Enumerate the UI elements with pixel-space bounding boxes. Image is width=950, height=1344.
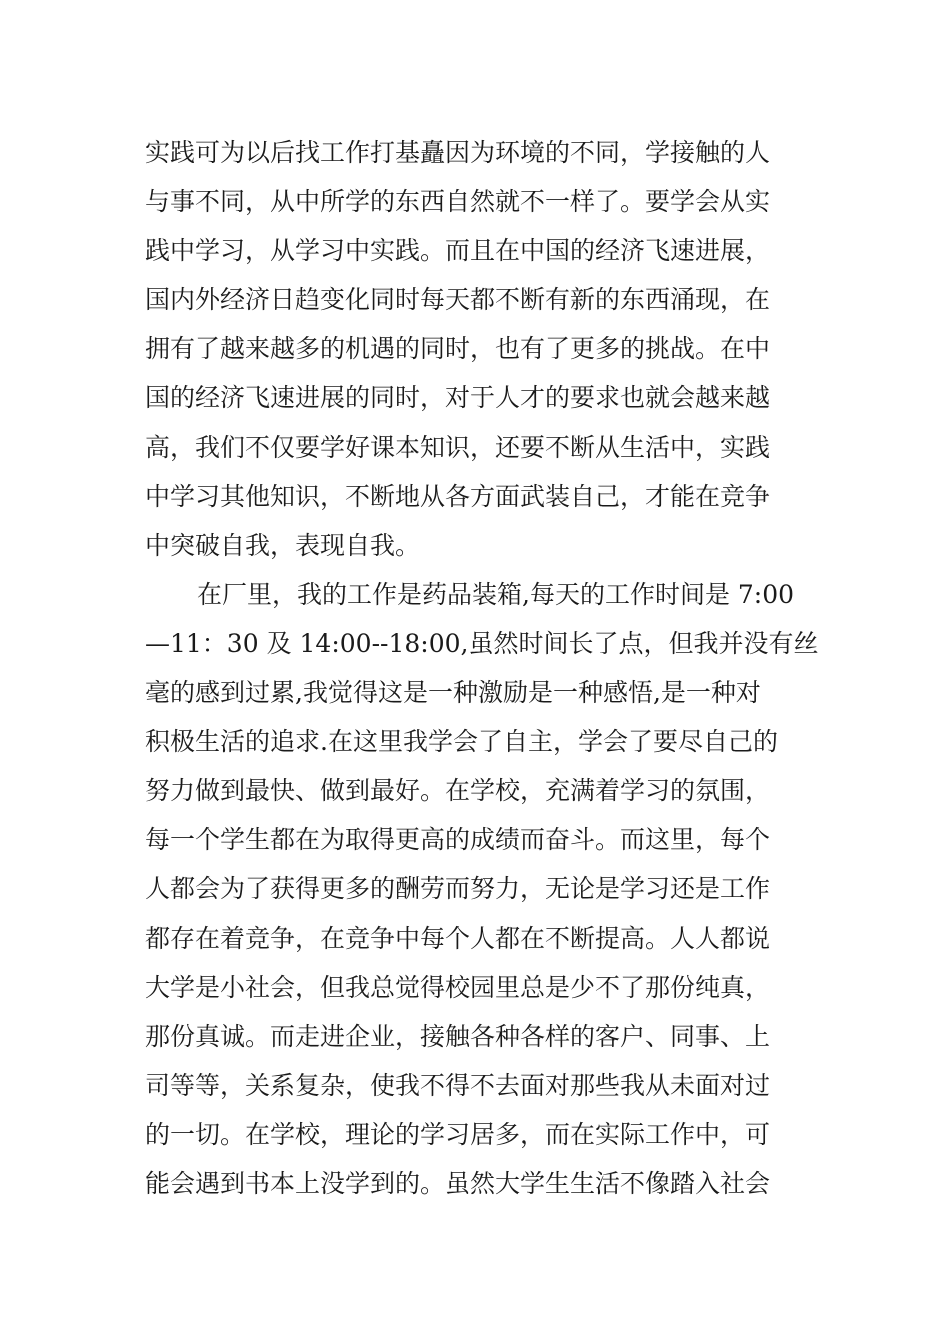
text-line: 践中学习，从学习中实践。而且在中国的经济飞速进展，	[145, 236, 771, 266]
text-line: 中学习其他知识，不断地从各方面武装自己，才能在竞争	[145, 481, 771, 511]
text-line: 与事不同，从中所学的东西自然就不一样了。要学会从实	[145, 187, 771, 217]
text-line: 国的经济飞速进展的同时，对于人才的要求也就会越来越	[145, 383, 771, 413]
text-line: 人都会为了获得更多的酬劳而努力，无论是学习还是工作	[145, 874, 771, 904]
text-line: 那份真诚。而走进企业，接触各种各样的客户、同事、上	[145, 1021, 771, 1051]
text-line: 大学是小社会，但我总觉得校园里总是少不了那份纯真，	[145, 972, 771, 1002]
text-line: 实践可为以后找工作打基矗因为环境的不同，学接触的人	[145, 138, 771, 167]
text-line: 能会遇到书本上没学到的。虽然大学生生活不像踏入社会	[145, 1168, 771, 1198]
paragraph-first-line: 在厂里，我的工作是药品装箱,每天的工作时间是 7:00	[197, 579, 795, 609]
text-line: —11：30 及 14:00--18:00,虽然时间长了点，但我并没有丝	[145, 628, 819, 658]
text-line: 努力做到最快、做到最好。在学校，充满着学习的氛围，	[145, 776, 771, 806]
text-line: 都存在着竞争，在竞争中每个人都在不断提高。人人都说	[145, 923, 771, 953]
text-line: 积极生活的追求.在这里我学会了自主，学会了要尽自己的	[145, 727, 778, 757]
text-line: 的一切。在学校，理论的学习居多，而在实际工作中，可	[145, 1119, 771, 1149]
text-line: 国内外经济日趋变化同时每天都不断有新的东西涌现，在	[145, 285, 771, 315]
text-line: 司等等，关系复杂，使我不得不去面对那些我从未面对过	[145, 1070, 771, 1100]
text-line: 每一个学生都在为取得更高的成绩而奋斗。而这里，每个	[145, 825, 771, 855]
text-line: 中突破自我，表现自我。	[145, 530, 421, 560]
body-text	[145, 128, 819, 1208]
text-line: 拥有了越来越多的机遇的同时，也有了更多的挑战。在中	[145, 334, 771, 364]
text-line: 毫的感到过累,我觉得这是一种激励是一种感悟,是一种对	[145, 678, 761, 708]
text-line: 高，我们不仅要学好课本知识，还要不断从生活中，实践	[145, 432, 771, 462]
